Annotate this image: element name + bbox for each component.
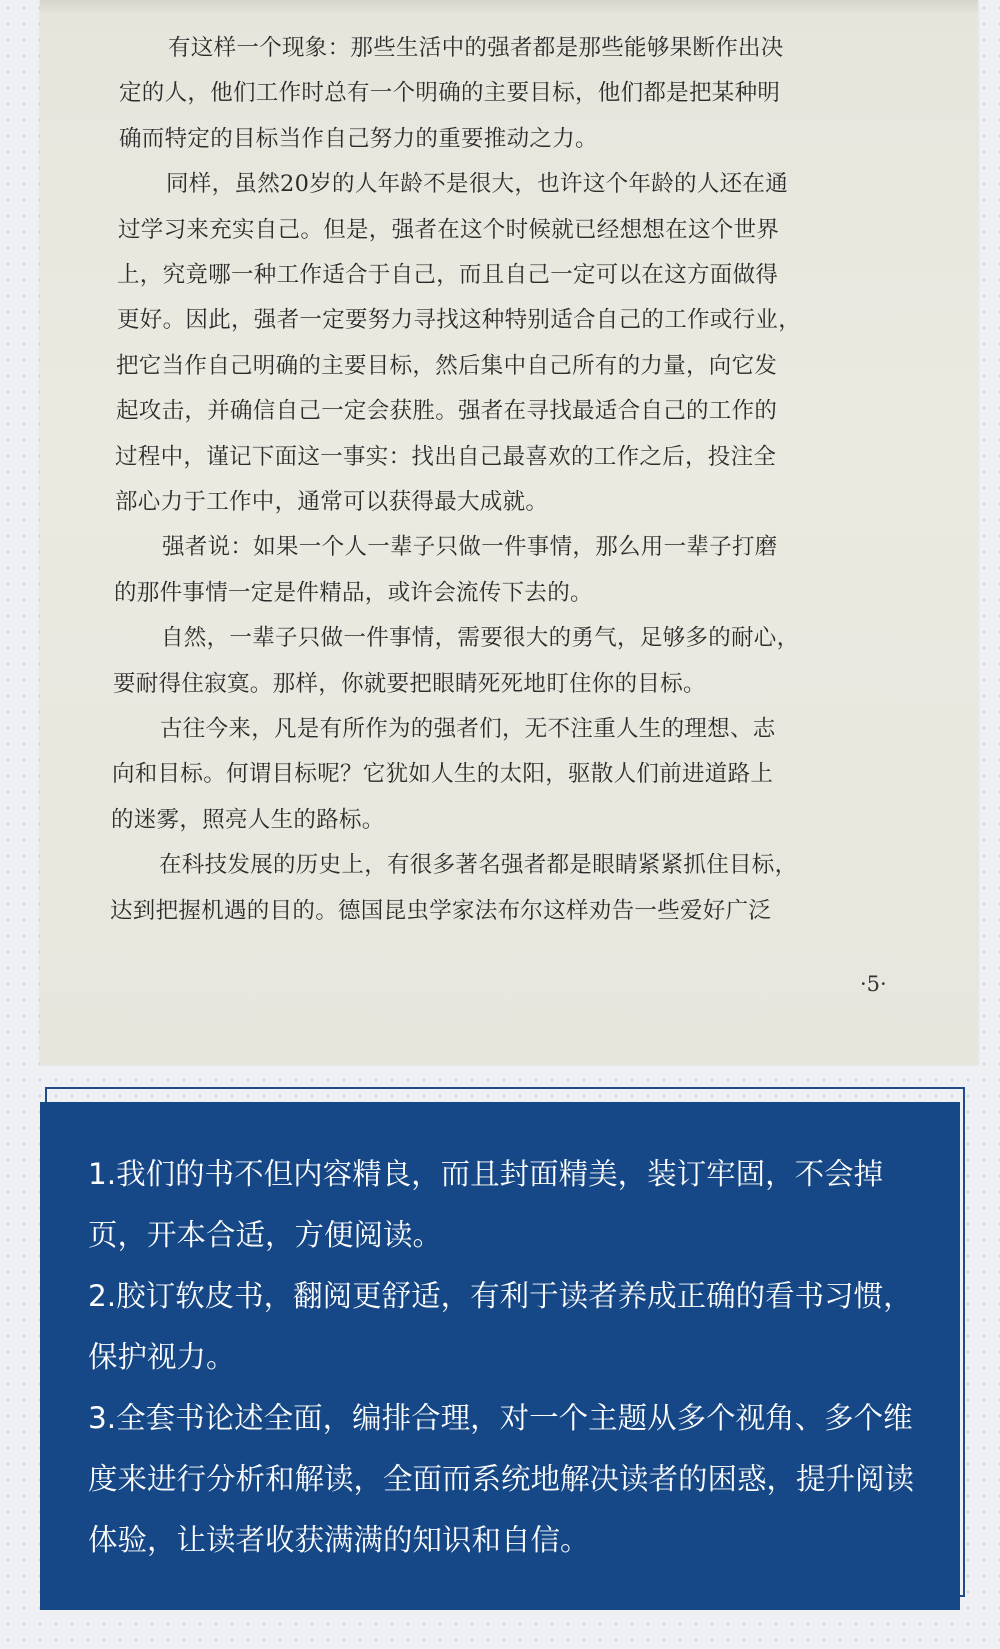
book-line: 部心力于工作中，通常可以获得最大成就。	[115, 489, 549, 515]
info-item-3: 3.全套书论述全面，编排合理，对一个主题从多个视角、多个维度来进行分析和解读，全面而系统地解决读者的困惑，提升阅读体验，让读者收获满满的知识和自信。	[88, 1401, 915, 1557]
book-line: 确而特定的目标当作自己努力的重要推动之力。	[119, 125, 598, 152]
book-line: 起攻击，并确信自己一定会获胜。强者在寻找最适合自己的工作的	[116, 398, 778, 425]
book-line: 向和目标。何谓目标呢？它犹如人生的太阳，驱散人们前进道路上	[112, 761, 774, 788]
book-line: 达到把握机遇的目的。德国昆虫学家法布尔这样劝告一些爱好广泛	[110, 897, 772, 924]
book-line: 自然，一辈子只做一件事情，需要很大的勇气，足够多的耐心，	[161, 625, 800, 652]
book-line: 同样，虽然20岁的人年龄不是很大，也许这个年龄的人还在通	[166, 171, 789, 198]
book-text-block	[40, 0, 978, 1065]
page-number: ·5·	[860, 972, 887, 996]
book-line: 上，究竟哪一种工作适合于自己，而且自己一定可以在这方面做得	[117, 262, 779, 288]
book-line: 有这样一个现象：那些生活中的强者都是那些能够果断作出决	[168, 35, 784, 61]
book-line: 的那件事情一定是件精品，或许会流传下去的。	[114, 579, 593, 606]
info-item-2: 2.胶订软皮书，翻阅更舒适，有利于读者养成正确的看书习惯，保护视力。	[88, 1279, 913, 1374]
book-line: 要耐得住寂寞。那样，你就要把眼睛死死地盯住你的目标。	[113, 670, 706, 697]
book-line: 在科技发展的历史上，有很多著名强者都是眼睛紧紧抓住目标，	[159, 852, 798, 879]
book-line: 的迷雾，照亮人生的路标。	[111, 806, 385, 833]
book-line: 强者说：如果一个人一辈子只做一件事情，那么用一辈子打磨	[162, 534, 778, 561]
info-box	[40, 1102, 960, 1610]
book-line: 把它当作自己明确的主要目标，然后集中自己所有的力量，向它发	[116, 352, 778, 379]
book-line: 更好。因此，强者一定要努力寻找这种特别适合自己的工作或行业，	[117, 307, 802, 334]
book-line: 古往今来，凡是有所作为的强者们，无不注重人生的理想、志	[160, 716, 776, 742]
book-line: 过程中，谨记下面这一事实：找出自己最喜欢的工作之后，投注全	[115, 443, 777, 470]
info-item-1: 1.我们的书不但内容精良，而且封面精美，装订牢固，不会掉页，开本合适，方便阅读。	[88, 1157, 884, 1252]
book-line: 定的人，他们工作时总有一个明确的主要目标，他们都是把某种明	[119, 80, 781, 107]
book-line: 过学习来充实自己。但是，强者在这个时候就已经想想在这个世界	[118, 216, 780, 243]
book-page-photo	[40, 0, 978, 1065]
